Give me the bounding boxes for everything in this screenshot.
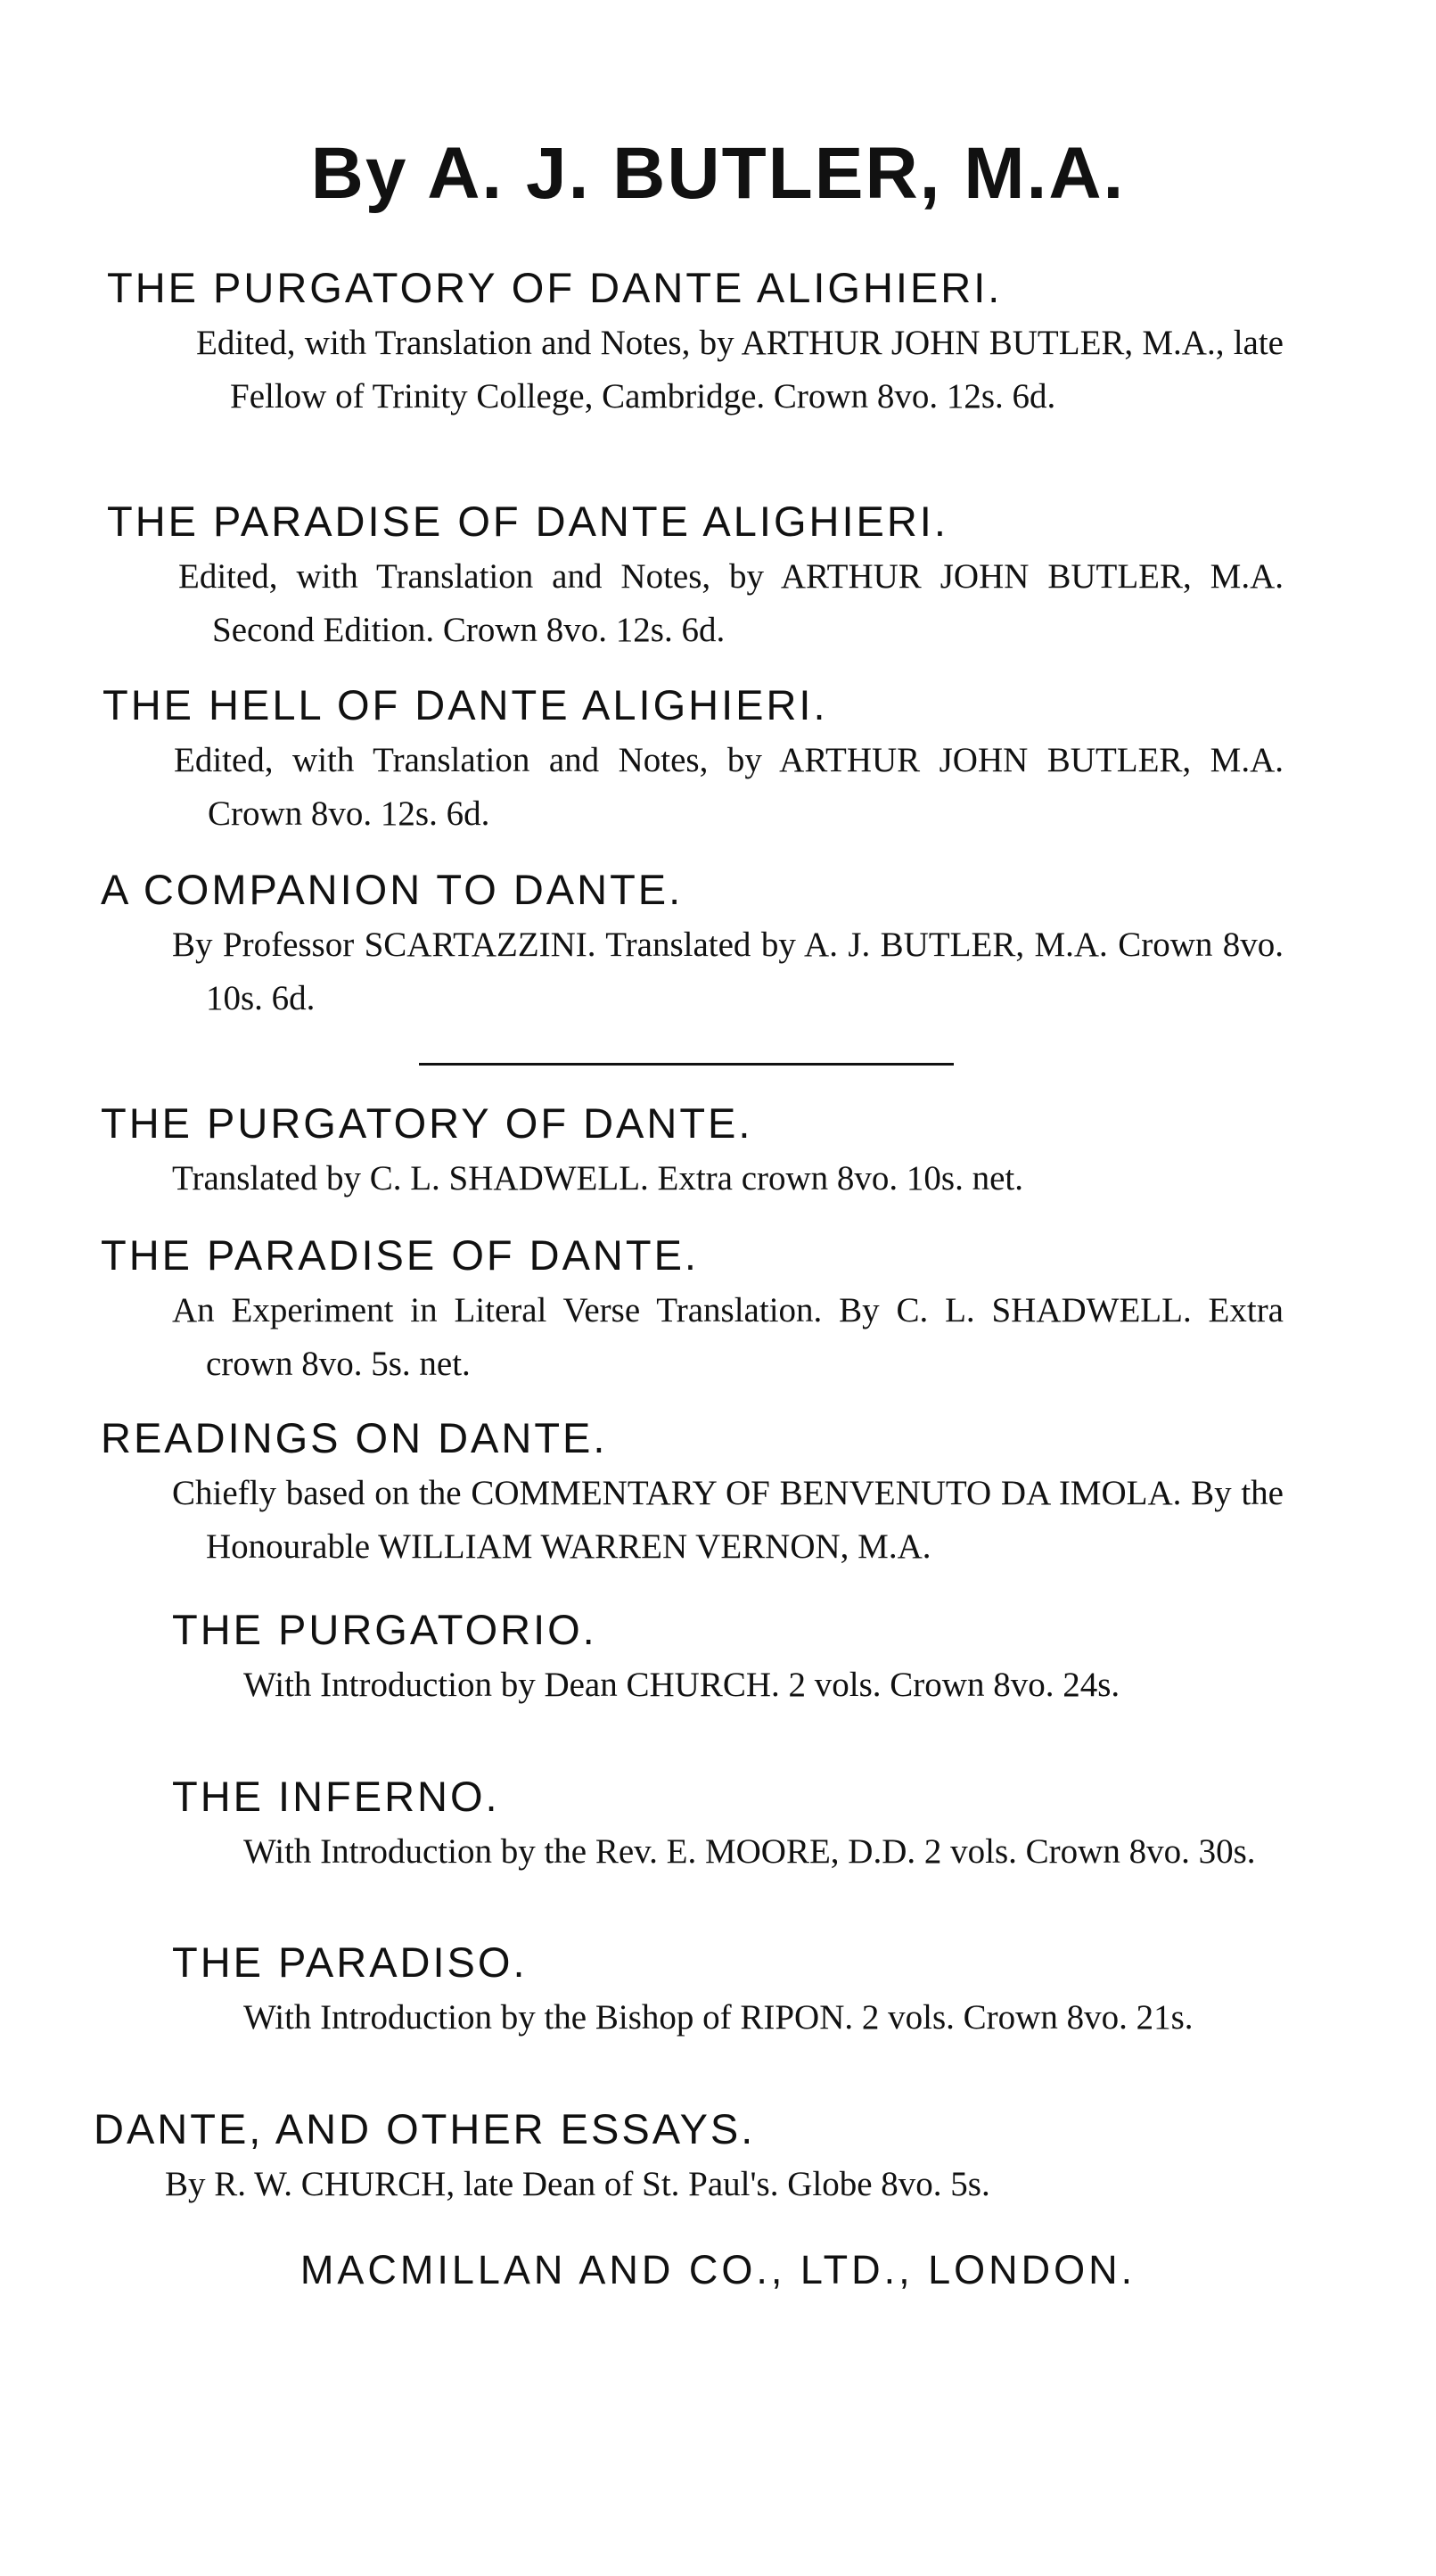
book-heading: DANTE, AND OTHER ESSAYS. — [94, 2105, 756, 2152]
book-entry-purgatory-alighieri — [107, 263, 1284, 424]
section-divider — [419, 1063, 954, 1066]
book-heading: THE PURGATORY OF DANTE ALIGHIERI. — [107, 264, 1003, 311]
book-description: By R. W. CHURCH, late Dean of St. Paul's. Globe 8vo. 5s. — [165, 2165, 990, 2204]
book-entry-dante-other-essays — [94, 2104, 1284, 2211]
book-entry-companion-to-dante — [101, 865, 1284, 1025]
book-heading: THE PURGATORY OF DANTE. — [101, 1099, 753, 1147]
book-entry-purgatory-shadwell — [101, 1099, 1284, 1206]
book-description: Translated by C. L. SHADWELL. Extra crown 8vo. 10s. net. — [172, 1159, 1024, 1198]
book-description: With Introduction by the Rev. E. MOORE, D.D. 2 vols. Crown 8vo. 30s. — [243, 1832, 1256, 1872]
book-heading: THE PARADISO. — [172, 1938, 528, 1986]
book-heading: THE HELL OF DANTE ALIGHIERI. — [103, 681, 828, 728]
book-description: Edited, with Translation and Notes, by ARTHUR JOHN BUTLER, M.A. Crown 8vo. 12s. 6d. — [174, 741, 1284, 834]
book-entry-purgatorio — [172, 1605, 1284, 1712]
publisher-imprint: MACMILLAN AND CO., LTD., LONDON. — [300, 2247, 1136, 2292]
book-heading: THE INFERNO. — [172, 1773, 500, 1820]
book-description: With Introduction by Dean CHURCH. 2 vols. Crown 8vo. 24s. — [243, 1666, 1120, 1705]
book-entry-readings-on-dante — [101, 1413, 1284, 1574]
book-description: Chiefly based on the COMMENTARY OF BENVENUTO DA IMOLA. By the Honourable WILLIAM WARREN VERNON, M.A. — [172, 1474, 1284, 1567]
book-description: An Experiment in Literal Verse Translation. By C. L. SHADWELL. Extra crown 8vo. 5s. net. — [172, 1291, 1284, 1384]
book-heading: THE PURGATORIO. — [172, 1606, 597, 1653]
book-description: Edited, with Translation and Notes, by ARTHUR JOHN BUTLER, M.A., late Fellow of Trinity College, Cambridge. Crown 8vo. 12s. 6d. — [196, 324, 1284, 416]
book-description: With Introduction by the Bishop of RIPON. 2 vols. Crown 8vo. 21s. — [243, 1998, 1194, 2037]
book-description: Edited, with Translation and Notes, by ARTHUR JOHN BUTLER, M.A. Second Edition. Crown 8vo. 12s. 6d. — [178, 557, 1284, 650]
book-heading: READINGS ON DANTE. — [101, 1414, 608, 1461]
book-entry-paradiso — [172, 1938, 1284, 2045]
book-description: By Professor SCARTAZZINI. Translated by A. J. BUTLER, M.A. Crown 8vo. 10s. 6d. — [172, 926, 1284, 1018]
book-heading: A COMPANION TO DANTE. — [101, 866, 684, 913]
book-entry-paradise-shadwell — [101, 1230, 1284, 1391]
book-heading: THE PARADISE OF DANTE. — [101, 1231, 699, 1279]
book-entry-paradise-alighieri — [107, 497, 1284, 657]
page-title: By A. J. BUTLER, M.A. — [310, 133, 1126, 214]
book-entry-hell-alighieri — [103, 680, 1284, 841]
book-heading: THE PARADISE OF DANTE ALIGHIERI. — [107, 498, 948, 545]
book-entry-inferno — [172, 1772, 1284, 1879]
